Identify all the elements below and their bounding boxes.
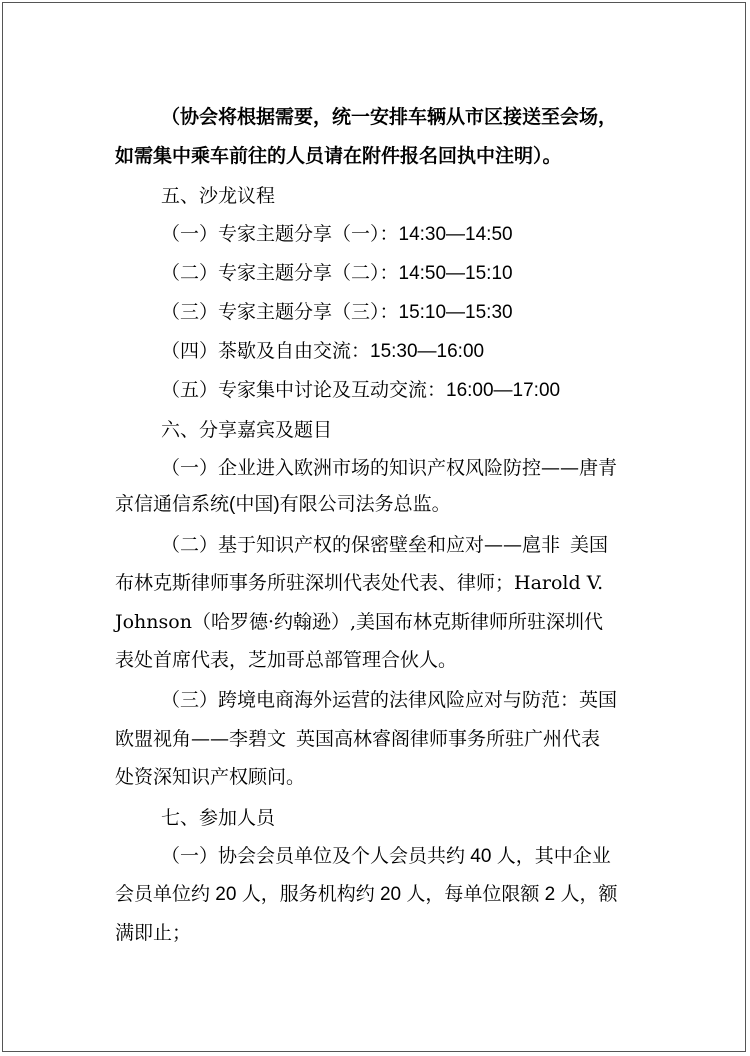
agenda-item-1: （一）专家主题分享（一）：14:30—14:50 xyxy=(161,224,513,245)
speaker-1-line-2: 京信通信系统(中国)有限公司法务总监。 xyxy=(115,494,451,515)
speaker-2-name-en: Harold V. xyxy=(514,572,604,594)
speaker-1-line-1 xyxy=(161,456,617,481)
speaker-3-label: （三） xyxy=(161,690,219,711)
speaker-2-line-2 xyxy=(115,571,603,596)
speaker-1-topic: 企业进入欧洲市场的知识产权风险防控——唐青 xyxy=(218,457,618,479)
speaker-2-label: （二） xyxy=(161,535,219,556)
agenda-item-4: （四）茶歇及自由交流：15:30—16:00 xyxy=(161,341,485,362)
speaker-3-line-2 xyxy=(115,727,600,752)
document-page xyxy=(2,2,746,1052)
section-5-heading: 五、沙龙议程 xyxy=(161,185,276,207)
speaker-3-line-3: 处资深知识产权顾问。 xyxy=(115,767,306,788)
agenda-item-2: （二）专家主题分享（二）：14:50—15:10 xyxy=(161,263,513,284)
speaker-2-line-4: 表处首席代表，芝加哥总部管理合伙人。 xyxy=(115,650,458,671)
section-7-heading: 七、参加人员 xyxy=(161,807,276,829)
speaker-2-line-1 xyxy=(161,533,608,558)
attendees-line-3: 满即止； xyxy=(115,923,192,944)
section-6-heading: 六、分享嘉宾及题目 xyxy=(161,419,333,441)
speaker-3-name: 欧盟视角——李碧文 xyxy=(115,728,287,750)
speaker-2-affiliation: 布林克斯律师事务所驻深圳代表处代表、律师； xyxy=(115,573,515,594)
speaker-2-tail: 美国 xyxy=(570,535,609,556)
agenda-item-3: （三）专家主题分享（三）：15:10—15:30 xyxy=(161,302,513,323)
agenda-item-5: （五）专家集中讨论及互动交流：16:00—17:00 xyxy=(161,380,561,401)
speaker-3-topic: 跨境电商海外运营的法律风险应对与防范：英国 xyxy=(218,689,618,711)
speaker-3-affiliation: 英国高林睿阁律师事务所驻广州代表 xyxy=(296,729,601,750)
speaker-2-role: 美国布林克斯律师所驻深圳代 xyxy=(356,612,604,633)
notice-line-2: 如需集中乘车前往的人员请在附件报名回执中注明）。 xyxy=(115,146,562,167)
attendees-line-2: 会员单位约 20 人，服务机构约 20 人，每单位限额 2 人，额 xyxy=(115,884,618,905)
notice-line-1: （协会将根据需要，统一安排车辆从市区接送至会场， xyxy=(161,107,618,128)
speaker-3-line-1 xyxy=(161,688,617,713)
speaker-2-topic: 基于知识产权的保密壁垒和应对——扈非 xyxy=(218,534,561,556)
speaker-2-line-3 xyxy=(115,610,603,635)
speaker-2-name-cn: Johnson（哈罗德·约翰逊）, xyxy=(115,611,357,633)
attendees-line-1: （一）协会会员单位及个人会员共约 40 人，其中企业 xyxy=(161,846,611,867)
speaker-1-label: （一） xyxy=(161,458,219,479)
